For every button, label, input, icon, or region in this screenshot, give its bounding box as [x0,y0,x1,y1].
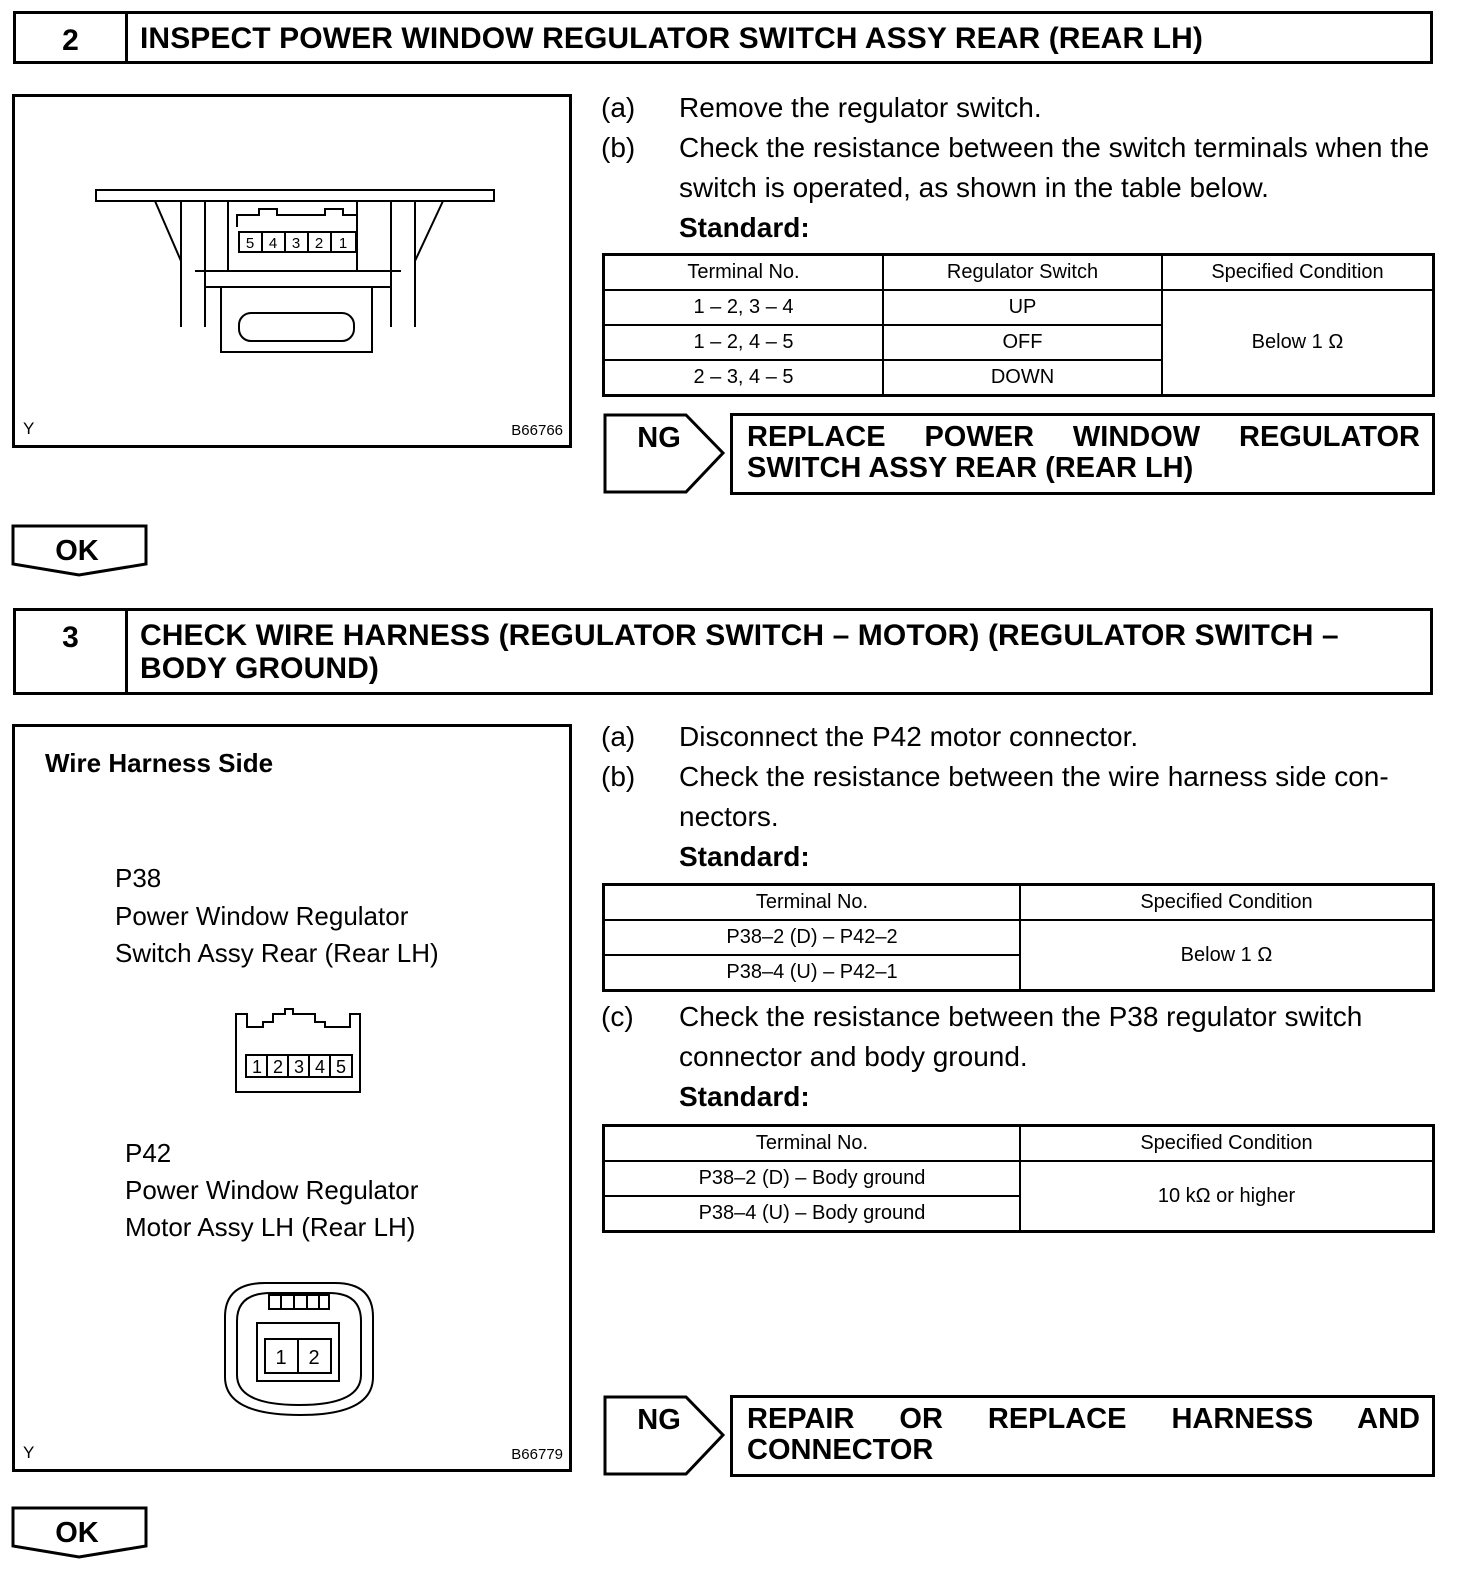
table-header: Terminal No. [604,885,1021,921]
instruction-a: (a) Remove the regulator switch. [601,92,1042,123]
ok-label: OK [55,1517,99,1549]
switch-pin-label: 5 [245,235,255,252]
table-row [604,290,1434,325]
condition-cell: Below 1 Ω [1020,920,1434,991]
ng-label: NG [637,422,681,454]
switch-pin-label: 3 [291,235,301,252]
step-2-header [13,11,1433,64]
condition-cell: Below 1 Ω [1162,290,1434,396]
p42-pin-label: 1 [275,1347,287,1369]
p38-code: P38 [115,863,162,893]
p42-name-line2: Motor Assy LH (Rear LH) [125,1212,416,1242]
switch-pin-label: 2 [314,235,324,252]
instruction-a: (a) Disconnect the P42 motor connector. [601,721,1139,752]
table-header-row [604,885,1434,921]
connector-drawings [15,727,569,1469]
regulator-switch-drawing [15,97,569,445]
standard-label: Standard: [679,1081,810,1112]
figure-corner-mark: Y [23,1443,35,1462]
p38-pin-label: 3 [293,1057,305,1077]
table-header: Terminal No. [604,255,884,291]
figure-id: B66779 [511,1446,563,1463]
ng-arrow [603,1395,728,1477]
table-row [604,920,1434,955]
standard-label: Standard: [679,212,810,243]
switch-cell: DOWN [883,360,1162,396]
ng-label: NG [637,1404,681,1436]
terminal-cell: P38–2 (D) – P42–2 [604,920,1021,955]
step-3-spec-table-2 [602,1124,1435,1233]
wire-harness-side-heading: Wire Harness Side [45,748,274,778]
table-header: Specified Condition [1020,1126,1434,1162]
p38-pin-label: 4 [314,1057,326,1077]
terminal-cell: P38–4 (U) – Body ground [604,1196,1021,1232]
switch-pin-label: 1 [338,235,348,252]
instruction-b: (b) Check the resistance between the wire harness side con-nectors. [601,761,1389,832]
step-2-ng-action: REPLACE POWER WINDOW REGULATOR SWITCH ASSY REAR (REAR LH) [730,413,1435,495]
table-header-row [604,1126,1434,1162]
p38-name-line2: Switch Assy Rear (Rear LH) [115,938,439,968]
terminal-cell: 1 – 2, 4 – 5 [604,325,884,360]
step-3-spec-table-1 [602,883,1435,992]
instruction-b: (b) Check the resistance between the switch terminals when the switch is operated, as shown in the table below. [601,132,1430,203]
terminal-cell: P38–4 (U) – P42–1 [604,955,1021,991]
table-header-row [604,255,1434,291]
p38-pin-label: 1 [251,1057,263,1077]
step-2-title: INSPECT POWER WINDOW REGULATOR SWITCH ASSY REAR (REAR LH) [140,22,1203,55]
ng-arrow [603,413,728,495]
step-2-spec-table [602,253,1435,397]
table-header: Regulator Switch [883,255,1162,291]
instruction-c: (c) Check the resistance between the P38 regulator switch connector and body ground. [601,1001,1363,1072]
step-3-title: CHECK WIRE HARNESS (REGULATOR SWITCH – MOTOR) (REGULATOR SWITCH – BODY GROUND) [140,619,1339,685]
table-header: Terminal No. [604,1126,1021,1162]
p42-connector [225,1283,373,1415]
step-2-ok-badge [11,524,151,578]
ok-label: OK [55,535,99,567]
terminal-cell: 1 – 2, 3 – 4 [604,290,884,325]
p42-pin-label: 2 [308,1347,320,1369]
step-2-figure [12,94,572,448]
p38-pin-label: 5 [335,1057,347,1077]
step-3-figure [12,724,572,1472]
step-2-instructions [601,88,1437,248]
step-3-number: 3 [16,611,128,692]
p42-code: P42 [125,1138,172,1168]
step-3-header [13,608,1433,695]
condition-cell: 10 kΩ or higher [1020,1161,1434,1232]
table-row [604,1161,1434,1196]
table-header: Specified Condition [1020,885,1434,921]
step-2-number: 2 [16,14,128,61]
step-3-ng-action: REPAIR OR REPLACE HARNESS AND CONNECTOR [730,1395,1435,1477]
step-3-instructions-ab [601,717,1437,877]
standard-label: Standard: [679,841,810,872]
switch-pin-label: 4 [268,235,278,252]
step-3-ok-badge [11,1506,151,1560]
switch-cell: OFF [883,325,1162,360]
p38-name-line1: Power Window Regulator [115,901,409,931]
terminal-cell: 2 – 3, 4 – 5 [604,360,884,396]
p38-pin-label: 2 [272,1057,284,1077]
p38-connector [236,1009,360,1092]
figure-id: B66766 [511,422,563,439]
p42-name-line1: Power Window Regulator [125,1175,419,1205]
figure-corner-mark: Y [23,419,35,438]
table-header: Specified Condition [1162,255,1434,291]
step-3-instruction-c [601,997,1437,1117]
switch-cell: UP [883,290,1162,325]
terminal-cell: P38–2 (D) – Body ground [604,1161,1021,1196]
